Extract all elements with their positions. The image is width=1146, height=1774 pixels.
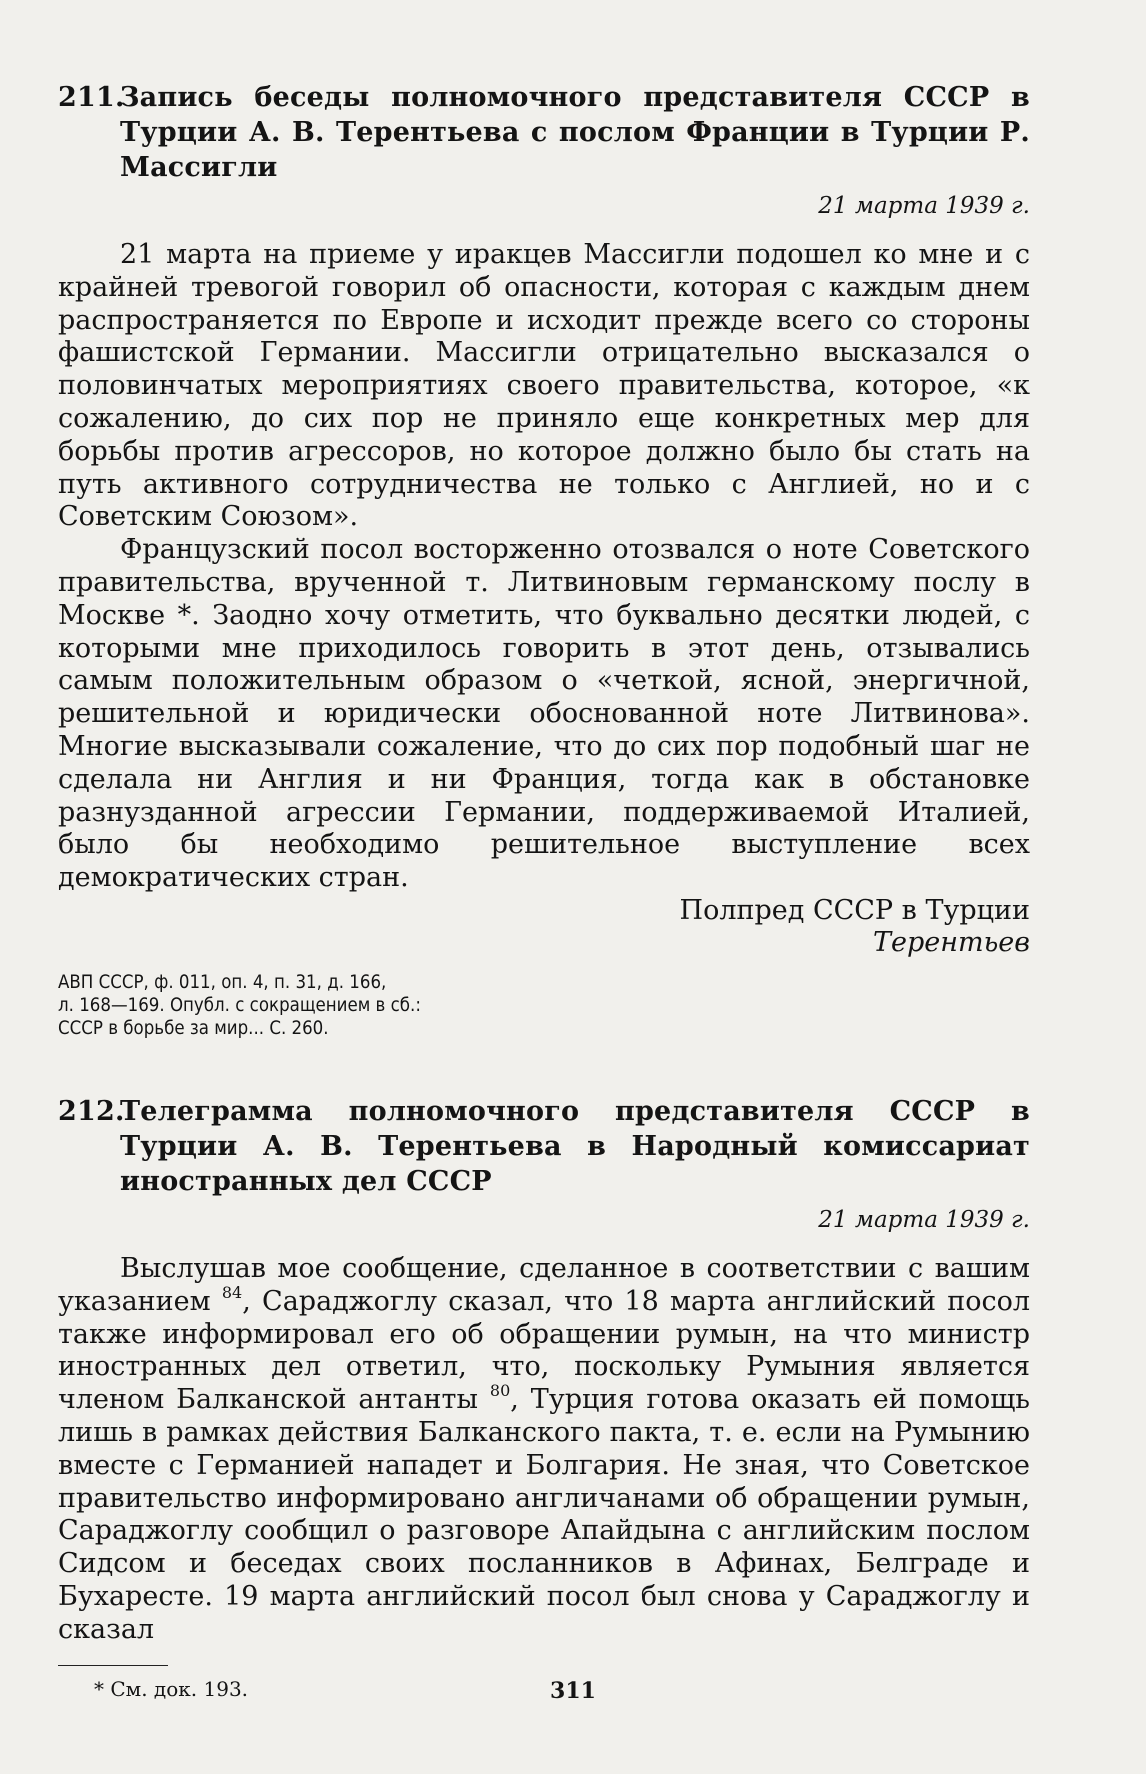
footnote: * См. док. 193. (94, 1676, 249, 1701)
paragraph: 21 марта на приеме у иракцев Массигли подошел ко мне и с крайней тревогой говорил об опасности, которая с каждым днем распространяется по Европе и исходит прежде всего со стороны фашистской Германии. Массигли отрицательно высказался о половинчатых мероприятиях своего правительства, которое, «к сожалению, до сих пор не приняло еще конкретных мер для борьбы против агрессоров, но которое должно было бы стать на путь активного сотрудничества не только с Англией, но и с Советским Союзом». (58, 239, 1030, 533)
document-number: 211. (58, 82, 125, 113)
archive-line: л. 168—169. Опубл. с сокращением в сб.: (58, 994, 421, 1016)
note-reference: 84 (221, 1282, 243, 1302)
archive-line: СССР в борьбе за мир... С. 260. (58, 1017, 329, 1039)
paragraph-text: , Турция готова оказать ей помощь лишь в рамках действия Балканского пакта, т. е. если на Румынию вместе с Германией нападет и Болгария. Не зная, что Советское правительство информировано англичанами об обращении румын, Сараджоглу сообщил о разговоре Апайдына с английским послом Сидсом и беседах своих посланников в Афинах, Белграде и Бухаресте. 19 марта английский посол был снова у Сараджоглу и сказал (58, 1384, 1030, 1645)
archive-reference (58, 971, 558, 1040)
document-title (58, 80, 1030, 185)
page-number: 311 (550, 1678, 596, 1704)
note-reference: 80 (489, 1381, 511, 1401)
document-date: 21 марта 1939 г. (818, 1206, 1030, 1233)
signature-title: Полпред СССР в Турции (679, 894, 1030, 926)
signature-name: Терентьев (872, 926, 1030, 958)
paragraph-text: Выслушав мое сообщение, сделанное в соответствии с вашим указанием (58, 1252, 1030, 1317)
paragraph-text: , Сараджоглу сказал, что 18 марта английский посол также информировал его об обращении румын, на что министр иностранных дел ответил, что, поскольку Румыния является членом Балканской антанты (58, 1285, 1030, 1416)
document-212 (58, 1094, 1030, 1647)
archive-line: АВП СССР, ф. 011, оп. 4, п. 31, д. 166, (58, 971, 387, 993)
footnote-divider (58, 1665, 168, 1666)
document-heading: Запись беседы полномочного представителя СССР в Турции А. В. Терентьева с послом Франции в Турции Р. Массигли (120, 82, 1030, 183)
document-heading: Телеграмма полномочного представителя СССР в Турции А. В. Терентьева в Народный комиссариат иностранных дел СССР (120, 1095, 1030, 1197)
document-number: 212. (58, 1095, 125, 1127)
document-date: 21 марта 1939 г. (818, 193, 1030, 219)
document-title (58, 1094, 1030, 1199)
page-content (58, 80, 1030, 1702)
paragraph: Французский посол восторженно отозвался о ноте Советского правительства, врученной т. Литвиновым германскому послу в Москве *. Заодно хочу отметить, что буквально десятки людей, с которыми мне приходилось говорить в этот день, отзывались самым положительным образом о «четкой, ясной, энергичной, решительной и юридически обоснованной ноте Литвинова». Многие высказывали сожаление, что до сих пор подобный шаг не сделала ни Англия и ни Франция, тогда как в обстановке разнузданной агрессии Германии, поддерживаемой Италией, было бы необходимо решительное выступление всех демократических стран. (58, 534, 1030, 894)
paragraph (58, 1253, 1030, 1647)
document-211 (58, 80, 1030, 1040)
